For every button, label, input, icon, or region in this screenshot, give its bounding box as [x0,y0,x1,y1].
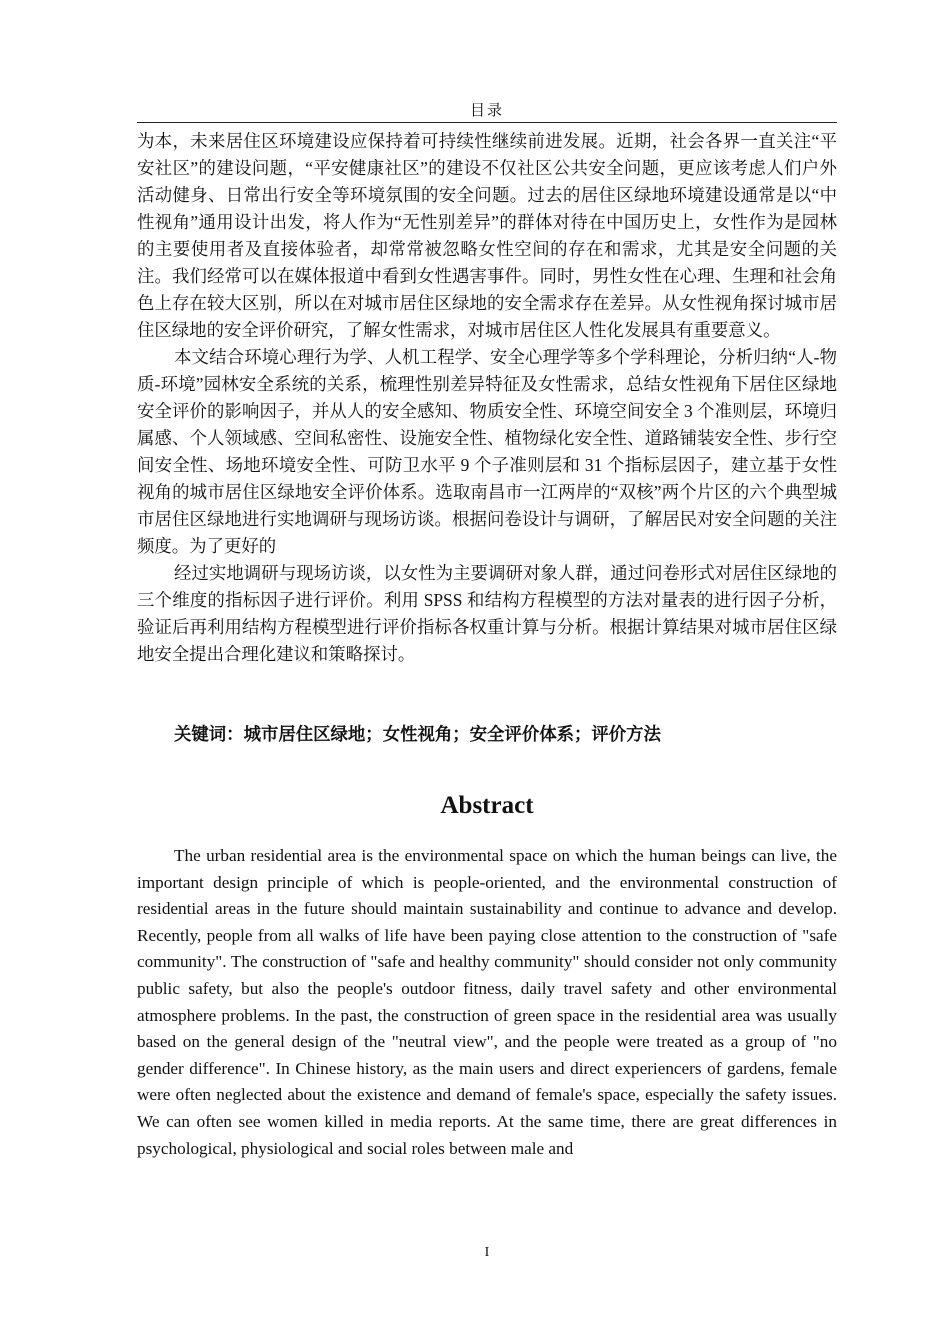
page-number: I [484,1245,490,1260]
english-abstract-paragraph: The urban residential area is the environmental space on which the human beings can live, the important design principle of which is people-oriented, and the environmental construction of residential areas in the future should maintain sustainability and continue to advance and develop. Recently, people from all walks of life have been paying close attention to the construction of "safe community". The construction of "safe and healthy community" should consider not only community public safety, but also the people's outdoor fitness, daily travel safety and other environmental atmosphere problems. In the past, the construction of green space in the residential area was usually based on the general design of the "neutral view", and the people were treated as a group of "no gender difference". In Chinese history, as the main users and direct experiencers of gardens, female were often neglected about the existence and demand of female's space, especially the safety issues. We can often see women killed in media reports. At the same time, there are great differences in psychological, physiological and social roles between male and [137,846,837,1158]
header-divider [137,122,837,123]
chinese-paragraph-1: 为本，未来居住区环境建设应保持着可持续性继续前进发展。近期，社会各界一直关注“平安社区”的建设问题，“平安健康社区”的建设不仅社区公共安全问题，更应该考虑人们户外活动健身、日常出行安全等环境氛围的安全问题。过去的居住区绿地环境建设通常是以“中性视角”通用设计出发，将人作为“无性别差异”的群体对待在中国历史上，女性作为是园林的主要使用者及直接体验者，却常常被忽略女性空间的存在和需求，尤其是安全问题的关注。我们经常可以在媒体报道中看到女性遇害事件。同时，男性女性在心理、生理和社会角色上存在较大区别，所以在对城市居住区绿地的安全需求存在差异。从女性视角探讨城市居住区绿地的安全评价研究，了解女性需求，对城市居住区人性化发展具有重要意义。 [137,131,837,340]
chinese-paragraph-2: 本文结合环境心理行为学、人机工程学、安全心理学等多个学科理论，分析归纳“人-物质-环境”园林安全系统的关系，梳理性别差异特征及女性需求，总结女性视角下居住区绿地安全评价的影响因子，并从人的安全感知、物质安全性、环境空间安全 3 个准则层，环境归属感、个人领域感、空间私密性、设施安全性、植物绿化安全性、道路铺装安全性、步行空间安全性、场地环境安全性、可防卫水平 9 个子准则层和 31 个指标层因子，建立基于女性视角的城市居住区绿地安全评价体系。选取南昌市一江两岸的“双核”两个片区的六个典型城市居住区绿地进行实地调研与现场访谈。根据问卷设计与调研，了解居民对安全问题的关注频度。为了更好的 [137,347,837,556]
page-header: 目录 [469,103,504,119]
chinese-abstract [137,128,837,668]
abstract-title: Abstract [440,792,534,819]
chinese-keywords: 关键词：城市居住区绿地；女性视角；安全评价体系；评价方法 [174,724,661,744]
chinese-paragraph-3: 经过实地调研与现场访谈，以女性为主要调研对象人群，通过问卷形式对居住区绿地的三个维度的指标因子进行评价。利用 SPSS 和结构方程模型的方法对量表的进行因子分析，验证后再利用结构方程模型进行评价指标各权重计算与分析。根据计算结果对城市居住区绿地安全提出合理化建议和策略探讨。 [137,563,837,664]
